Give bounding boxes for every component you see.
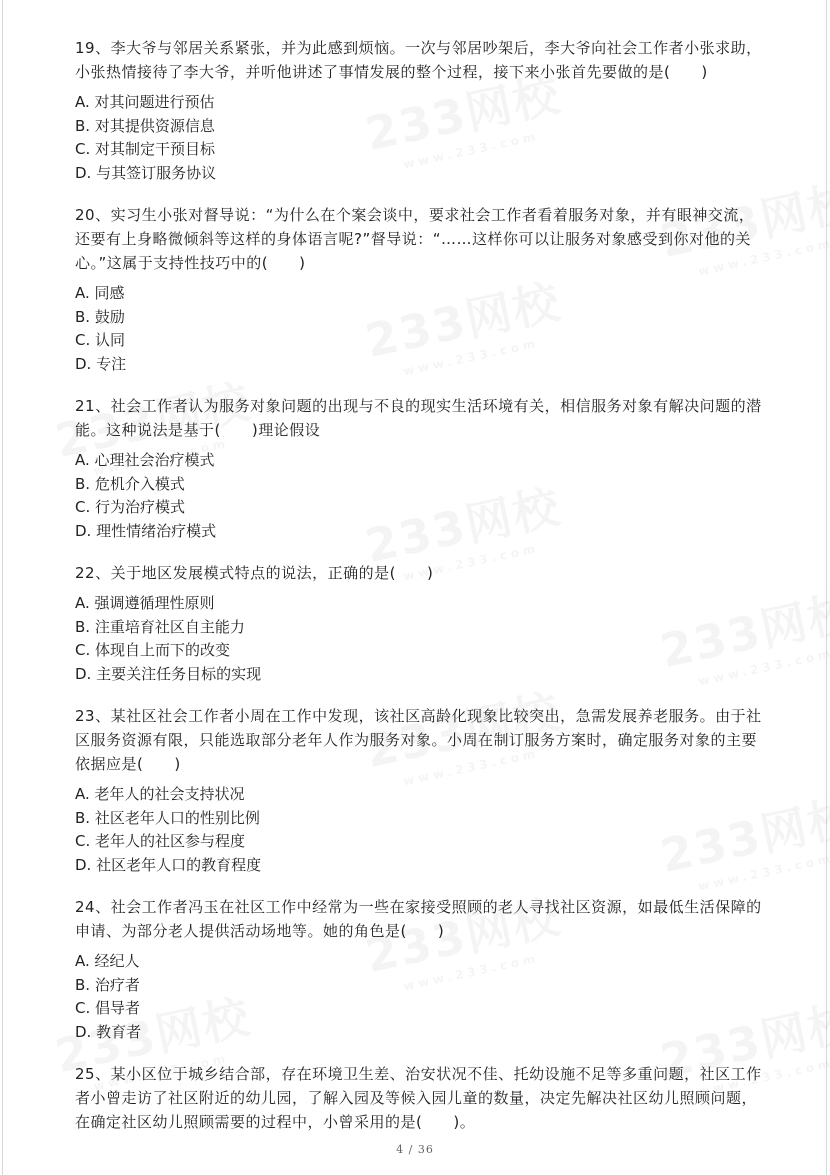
option-b: B. 危机介入模式 xyxy=(75,474,185,493)
page-left-edge xyxy=(2,0,3,1175)
question-19 xyxy=(75,36,765,185)
option-b: B. 治疗者 xyxy=(75,975,140,994)
option-d: D. 教育者 xyxy=(75,1022,142,1041)
question-22 xyxy=(75,561,765,686)
question-20 xyxy=(75,203,765,376)
option-a: A. 强调遵循理性原则 xyxy=(75,594,215,612)
question-24 xyxy=(75,895,765,1044)
option-c: C. 对其制定干预目标 xyxy=(75,140,216,158)
option-d: D. 与其签订服务协议 xyxy=(75,163,217,182)
option-b: B. 鼓励 xyxy=(75,307,125,326)
option-b: B. 对其提供资源信息 xyxy=(75,116,215,135)
question-list xyxy=(75,36,765,1152)
option-a: A. 老年人的社会支持状况 xyxy=(75,785,245,803)
option-b: B. 注重培育社区自主能力 xyxy=(75,617,245,636)
option-d: D. 专注 xyxy=(75,354,127,373)
option-d: D. 主要关注任务目标的实现 xyxy=(75,664,262,683)
question-stem: 21、社会工作者认为服务对象问题的出现与不良的现实生活环境有关，相信服务对象有解决问题的潜能。这种说法是基于( )理论假设 xyxy=(75,397,762,439)
option-a: A. 对其问题进行预估 xyxy=(75,93,215,111)
page-number: 4 / 36 xyxy=(396,1143,434,1156)
option-c: C. 行为治疗模式 xyxy=(75,498,186,516)
question-21 xyxy=(75,394,765,543)
option-b: B. 社区老年人口的性别比例 xyxy=(75,808,260,827)
option-a: A. 经纪人 xyxy=(75,952,140,970)
question-25 xyxy=(75,1062,765,1134)
question-23 xyxy=(75,704,765,877)
question-stem: 22、关于地区发展模式特点的说法，正确的是( ) xyxy=(75,564,434,582)
option-d: D. 理性情绪治疗模式 xyxy=(75,521,217,540)
option-a: A. 心理社会治疗模式 xyxy=(75,451,215,469)
option-c: C. 倡导者 xyxy=(75,999,141,1017)
option-d: D. 社区老年人口的教育程度 xyxy=(75,855,262,874)
option-c: C. 老年人的社区参与程度 xyxy=(75,832,246,850)
option-c: C. 体现自上而下的改变 xyxy=(75,641,231,659)
option-a: A. 同感 xyxy=(75,284,125,302)
question-stem: 20、实习生小张对督导说：“为什么在个案会谈中，要求社会工作者看着服务对象，并有眼神交流，还要有上身略微倾斜等这样的身体语言呢?”督导说：“……这样你可以让服务对象感受到你对他的关心。”这属于支持性技巧中的( ) xyxy=(75,206,755,272)
question-stem: 23、某社区社会工作者小周在工作中发现，该社区高龄化现象比较突出，急需发展养老服务。由于社区服务资源有限，只能选取部分老年人作为服务对象。小周在制订服务方案时，确定服务对象的主要依据应是( ) xyxy=(75,707,762,773)
question-stem: 24、社会工作者冯玉在社区工作中经常为一些在家接受照顾的老人寻找社区资源，如最低生活保障的申请、为部分老人提供活动场地等。她的角色是( ) xyxy=(75,898,762,940)
page-right-edge xyxy=(826,0,827,1175)
option-c: C. 认同 xyxy=(75,331,126,349)
question-stem: 25、某小区位于城乡结合部，存在环境卫生差、治安状况不佳、托幼设施不足等多重问题，社区工作者小曾走访了社区附近的幼儿园，了解入园及等候入园儿童的数量，决定先解决社区幼儿照顾问题，在确定社区幼儿照顾需要的过程中，小曾采用的是( )。 xyxy=(75,1065,762,1131)
question-stem: 19、李大爷与邻居关系紧张，并为此感到烦恼。一次与邻居吵架后，李大爷向社会工作者小张求助，小张热情接待了李大爷，并听他讲述了事情发展的整个过程，接下来小张首先要做的是( ) xyxy=(75,39,762,81)
